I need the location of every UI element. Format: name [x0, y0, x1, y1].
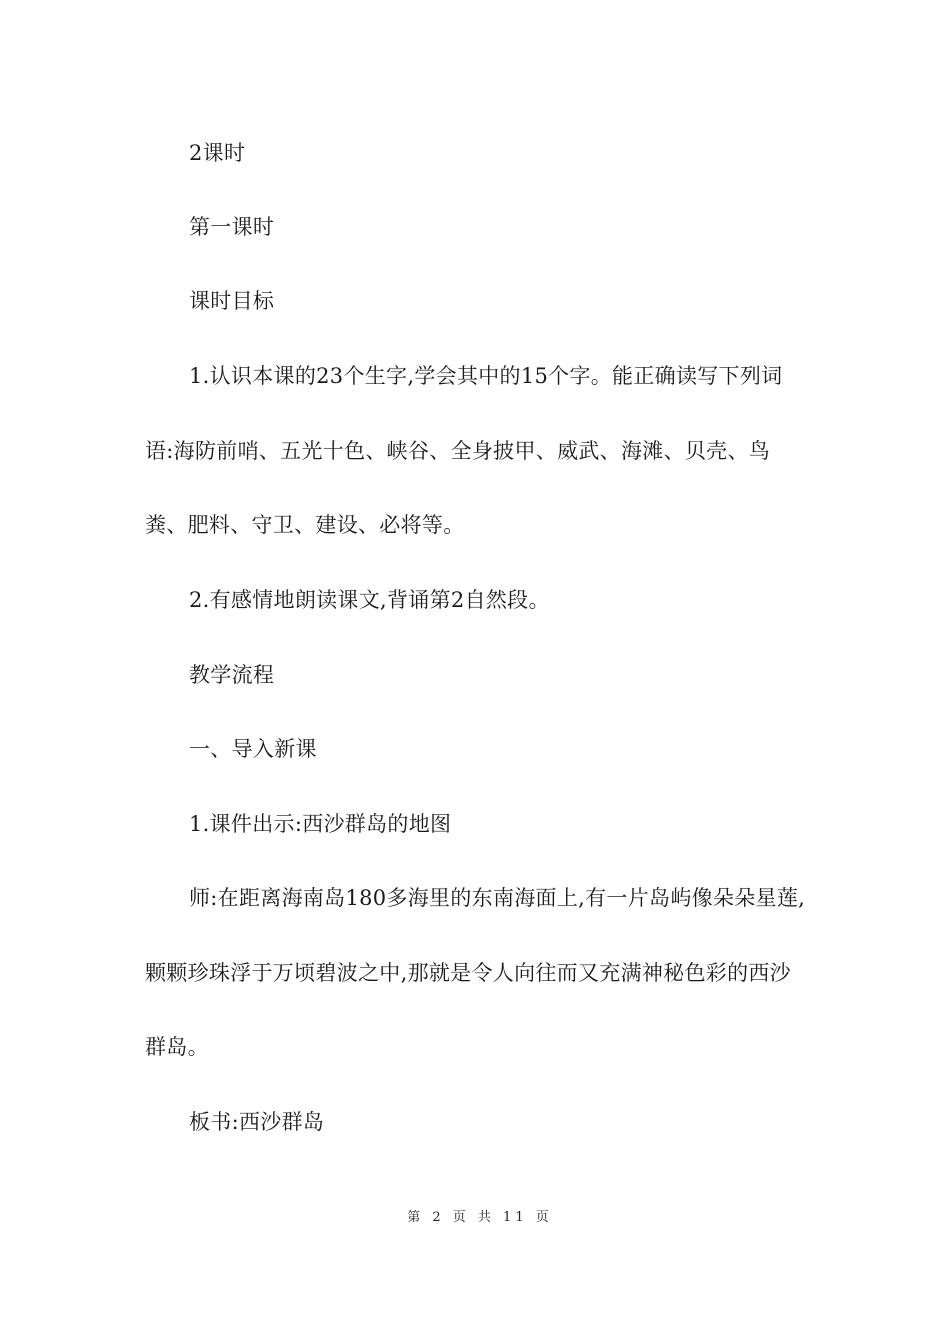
paragraph-goal-2: 2.有感情地朗读课文,背诵第2自然段。: [189, 588, 550, 612]
paragraph-teacher-speech: 师:在距离海南岛180多海里的东南海面上,有一片岛屿像朵朵星莲,颗颗珍珠浮于万顷碧波之中,那就是令人向往而又充满神秘色彩的西沙群岛。: [145, 886, 806, 1059]
paragraph-goal-1: 1.认识本课的23个生字,学会其中的15个字。能正确读写下列词语:海防前哨、五光十色、峡谷、全身披甲、威武、海滩、贝壳、鸟粪、肥料、守卫、建设、必将等。: [145, 364, 783, 537]
page-number-footer: 第 2 页 共 11 页: [407, 1210, 553, 1225]
paragraph-lesson-count: 2课时: [189, 141, 246, 165]
paragraph-first-lesson: 第一课时: [189, 215, 275, 239]
paragraph-teaching-flow-heading: 教学流程: [189, 663, 275, 687]
paragraph-section-intro: 一、导入新课: [189, 737, 317, 761]
paragraph-courseware-map: 1.课件出示:西沙群岛的地图: [189, 812, 452, 836]
paragraph-blackboard: 板书:西沙群岛: [189, 1110, 325, 1134]
paragraph-lesson-goals-heading: 课时目标: [189, 289, 275, 313]
